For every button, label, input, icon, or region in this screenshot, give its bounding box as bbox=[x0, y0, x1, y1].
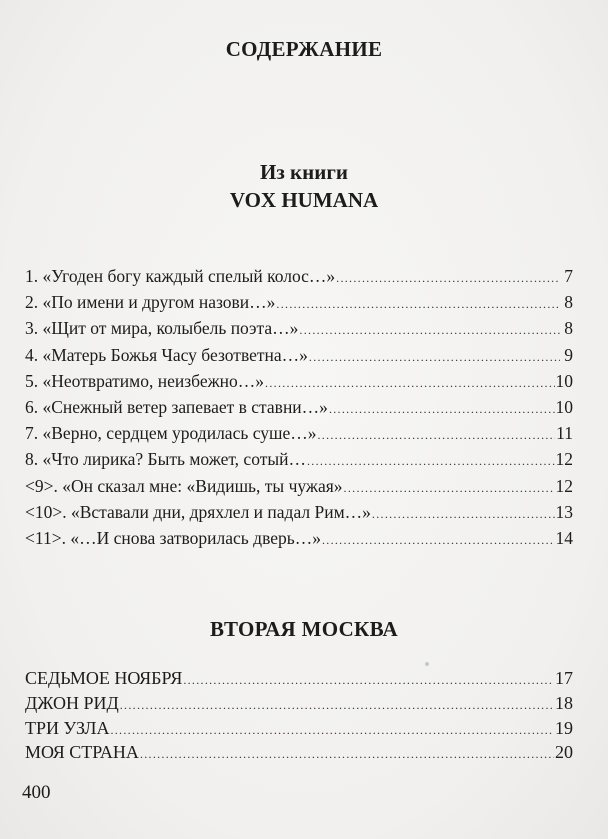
toc-entry-page: 17 bbox=[555, 668, 573, 688]
toc-entry[interactable] bbox=[25, 691, 573, 716]
section1-prefix: Из книги bbox=[260, 160, 348, 184]
toc-entry-page: 10 bbox=[555, 370, 573, 391]
toc-entry[interactable] bbox=[25, 315, 573, 341]
toc-entry-text: 2. «По имени и другом назови…» bbox=[25, 292, 276, 313]
toc-entry[interactable] bbox=[25, 289, 573, 315]
toc-entry-page: 9 bbox=[564, 344, 573, 365]
toc-entry[interactable] bbox=[25, 368, 573, 394]
toc-entry[interactable] bbox=[25, 716, 573, 741]
toc-entry-text: МОЯ СТРАНА bbox=[25, 742, 139, 763]
toc-entry-page: 14 bbox=[555, 527, 573, 548]
toc-entry-text: 1. «Угоден богу каждый спелый колос…» bbox=[25, 266, 336, 286]
toc-entry-text: ДЖОН РИД bbox=[25, 692, 119, 713]
toc-list-vox-humana bbox=[25, 263, 573, 551]
toc-entry[interactable] bbox=[25, 740, 573, 765]
toc-entry[interactable] bbox=[25, 473, 573, 499]
toc-entry-text: 6. «Снежный ветер запевает в ставни…» bbox=[25, 396, 328, 417]
toc-entry-page: 20 bbox=[555, 742, 573, 763]
toc-entry-text: 5. «Неотвратимо, неизбежно…» bbox=[25, 370, 265, 391]
dot-leader bbox=[299, 317, 560, 343]
toc-entry[interactable] bbox=[25, 394, 573, 420]
toc-entry-text: 7. «Верно, сердцем уродилась суше…» bbox=[25, 423, 317, 444]
toc-entry-page: 12 bbox=[555, 449, 573, 470]
toc-entry-text: СЕДЬМОЕ НОЯБРЯ bbox=[25, 668, 183, 688]
toc-list-vtoraya-moskva bbox=[25, 666, 573, 765]
dot-leader bbox=[309, 344, 560, 370]
page-number: 400 bbox=[22, 782, 51, 803]
toc-entry-page: 10 bbox=[555, 396, 573, 417]
dot-leader bbox=[336, 265, 560, 291]
toc-entry-page: 11 bbox=[556, 423, 573, 444]
dot-leader bbox=[307, 448, 555, 474]
toc-entry-page: 19 bbox=[555, 717, 573, 738]
dot-leader bbox=[110, 718, 554, 743]
toc-entry-text: <10>. «Вставали дни, дряхлел и падал Рим…» bbox=[25, 501, 371, 522]
toc-entry[interactable] bbox=[25, 499, 573, 525]
toc-entry-text: 4. «Матерь Божья Часу безответна…» bbox=[25, 344, 308, 365]
dot-leader bbox=[140, 742, 554, 767]
section1-title: VOX HUMANA bbox=[229, 188, 379, 212]
toc-entry-text: 8. «Что лирика? Быть может, сотый… bbox=[25, 449, 306, 470]
toc-entry[interactable] bbox=[25, 342, 573, 368]
dot-leader bbox=[317, 422, 555, 448]
toc-entry-page: 13 bbox=[555, 501, 573, 522]
toc-entry-text: ТРИ УЗЛА bbox=[25, 717, 110, 738]
toc-entry[interactable] bbox=[25, 446, 573, 472]
toc-heading: СОДЕРЖАНИЕ bbox=[225, 37, 383, 61]
toc-entry-page: 8 bbox=[564, 292, 573, 313]
paper-speck bbox=[425, 662, 429, 666]
toc-entry-text: <9>. «Он сказал мне: «Видишь, ты чужая» bbox=[25, 475, 343, 496]
toc-entry-text: 3. «Щит от мира, колыбель поэта…» bbox=[25, 318, 299, 339]
dot-leader bbox=[183, 668, 554, 693]
dot-leader bbox=[265, 370, 554, 396]
toc-entry-page: 8 bbox=[564, 318, 573, 339]
dot-leader bbox=[344, 475, 555, 501]
dot-leader bbox=[372, 501, 555, 527]
dot-leader bbox=[322, 527, 555, 553]
dot-leader bbox=[276, 291, 560, 317]
toc-entry[interactable] bbox=[25, 420, 573, 446]
toc-entry-page: 7 bbox=[564, 266, 573, 286]
dot-leader bbox=[329, 396, 555, 422]
toc-entry[interactable] bbox=[25, 666, 573, 691]
toc-entry-page: 12 bbox=[555, 475, 573, 496]
toc-entry-text: <11>. «…И снова затворилась дверь…» bbox=[25, 527, 321, 548]
toc-entry[interactable] bbox=[25, 263, 573, 289]
toc-entry-page: 18 bbox=[555, 692, 573, 713]
toc-entry[interactable] bbox=[25, 525, 573, 551]
dot-leader bbox=[120, 693, 554, 718]
section2-title: ВТОРАЯ МОСКВА bbox=[209, 617, 399, 641]
